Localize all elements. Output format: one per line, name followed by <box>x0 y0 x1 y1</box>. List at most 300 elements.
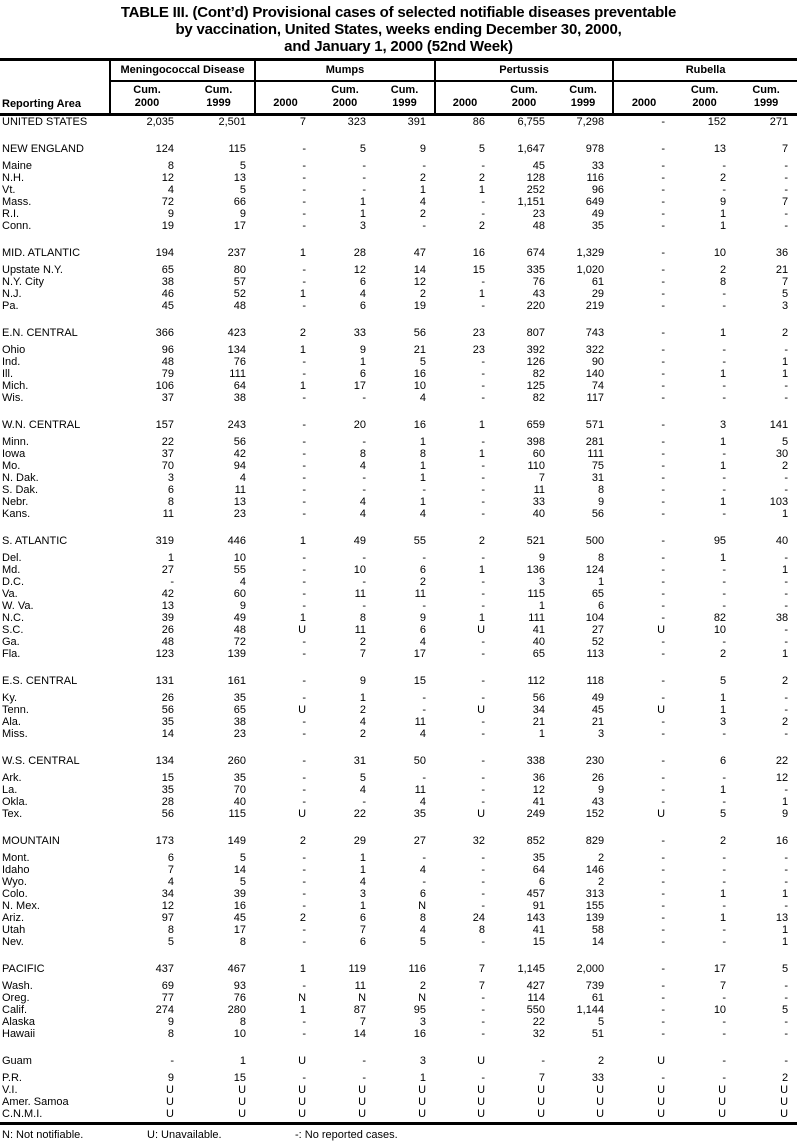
reporting-area-cell: MID. ATLANTIC <box>2 247 81 259</box>
value-cell: U <box>657 1055 666 1067</box>
value-cell: U <box>238 1096 247 1108</box>
table-row <box>0 808 797 820</box>
value-cell: 1 <box>538 600 546 612</box>
table-row <box>0 508 797 520</box>
reporting-area-cell: Pa. <box>2 300 19 312</box>
value-cell: 48 <box>233 300 247 312</box>
value-cell: 72 <box>233 636 247 648</box>
value-cell: 230 <box>585 755 605 767</box>
value-cell: U <box>298 1096 307 1108</box>
value-cell: 1 <box>299 612 307 624</box>
value-cell: 3 <box>359 220 367 232</box>
value-cell: - <box>362 184 367 196</box>
value-cell: N <box>418 992 427 1004</box>
reporting-area-cell: Upstate N.Y. <box>2 264 63 276</box>
reporting-area-cell: R.I. <box>2 208 20 220</box>
value-cell: U <box>418 1096 427 1108</box>
value-cell: 22 <box>161 436 174 448</box>
value-cell: - <box>362 552 367 564</box>
value-cell: - <box>784 380 789 392</box>
value-cell: 65 <box>161 264 174 276</box>
table-row <box>0 1040 797 1072</box>
col-header-men-cum-2000: Cum. 2000 <box>110 81 183 115</box>
value-cell: - <box>302 160 307 172</box>
value-cell: 11 <box>354 624 367 636</box>
value-cell: 5 <box>781 288 789 300</box>
reporting-area-cell: N.J. <box>2 288 22 300</box>
value-cell: 2 <box>781 460 789 472</box>
value-cell: 11 <box>414 588 427 600</box>
reporting-area-cell: Mass. <box>2 196 32 208</box>
table-row <box>0 704 797 716</box>
value-cell: - <box>661 172 666 184</box>
value-cell: 739 <box>585 980 605 992</box>
value-cell: - <box>722 796 727 808</box>
value-cell: 12 <box>413 276 427 288</box>
value-cell: 13 <box>161 600 174 612</box>
value-cell: - <box>481 208 486 220</box>
value-cell: - <box>302 924 307 936</box>
value-cell: - <box>481 876 486 888</box>
value-cell: - <box>481 460 486 472</box>
value-cell: - <box>722 636 727 648</box>
value-cell: 4 <box>359 288 367 300</box>
table-row <box>0 564 797 576</box>
value-cell: - <box>302 772 307 784</box>
value-cell: U <box>657 704 666 716</box>
value-cell: - <box>722 852 727 864</box>
value-cell: 8 <box>167 160 174 172</box>
value-cell: - <box>481 772 486 784</box>
sub-header-row <box>0 81 797 115</box>
table-row <box>0 716 797 728</box>
value-cell: - <box>302 208 307 220</box>
value-cell: - <box>302 936 307 948</box>
value-cell: - <box>661 576 666 588</box>
value-cell: U <box>494 1108 554 1124</box>
value-cell: 8 <box>359 612 367 624</box>
table-row <box>0 448 797 460</box>
value-cell: - <box>481 636 486 648</box>
value-cell: - <box>722 924 727 936</box>
value-cell: - <box>302 419 307 431</box>
value-cell: 56 <box>591 508 605 520</box>
value-cell: U <box>375 1108 435 1124</box>
reporting-area-cell: MOUNTAIN <box>2 835 60 847</box>
reporting-area-cell: Del. <box>2 552 22 564</box>
value-cell: - <box>784 1028 789 1040</box>
value-cell: - <box>481 472 486 484</box>
table-body <box>0 115 797 1124</box>
value-cell: - <box>661 1004 666 1016</box>
value-cell: - <box>302 980 307 992</box>
value-cell: - <box>784 704 789 716</box>
value-cell: - <box>722 864 727 876</box>
value-cell: 1 <box>419 184 427 196</box>
col-header-mumps-cum-2000: Cum. 2000 <box>315 81 375 115</box>
table-row <box>0 864 797 876</box>
value-cell: 87 <box>353 1004 367 1016</box>
value-cell: 35 <box>233 692 247 704</box>
table-row <box>0 820 797 852</box>
value-cell: - <box>481 368 486 380</box>
value-cell: - <box>422 484 427 496</box>
table-row <box>0 728 797 740</box>
value-cell: - <box>481 484 486 496</box>
value-cell: - <box>481 900 486 912</box>
value-cell: - <box>302 876 307 888</box>
reporting-area-cell: La. <box>2 784 18 796</box>
value-cell: 4 <box>419 636 427 648</box>
value-cell: U <box>238 1084 247 1096</box>
col-header-mumps-cum-1999: Cum. 1999 <box>375 81 435 115</box>
value-cell: 1 <box>359 900 367 912</box>
table-row <box>0 404 797 436</box>
footnotes <box>0 1129 797 1141</box>
value-cell: 38 <box>233 716 247 728</box>
value-cell: 21 <box>775 264 789 276</box>
value-cell: - <box>661 288 666 300</box>
value-cell: - <box>722 344 727 356</box>
table-row <box>0 660 797 692</box>
value-cell: 42 <box>233 448 247 460</box>
table-row <box>0 312 797 344</box>
value-cell: 5 <box>359 772 367 784</box>
reporting-area-cell: UNITED STATES <box>2 116 88 128</box>
value-cell: 15 <box>472 264 486 276</box>
value-cell: - <box>784 472 789 484</box>
value-cell: 139 <box>227 648 247 660</box>
value-cell: - <box>362 472 367 484</box>
value-cell: 2 <box>597 1055 605 1067</box>
value-cell: - <box>302 1016 307 1028</box>
value-cell: 5 <box>239 876 247 888</box>
value-cell: 90 <box>591 356 605 368</box>
value-cell: - <box>661 356 666 368</box>
value-cell: - <box>661 535 666 547</box>
value-cell: - <box>481 796 486 808</box>
value-cell: U <box>477 624 486 636</box>
value-cell: 9 <box>538 552 546 564</box>
value-cell: 4 <box>419 728 427 740</box>
value-cell: 1 <box>239 1055 247 1067</box>
value-cell: 104 <box>585 612 605 624</box>
value-cell: - <box>481 755 486 767</box>
value-cell: 280 <box>227 1004 247 1016</box>
value-cell: U <box>298 624 307 636</box>
value-cell: - <box>661 552 666 564</box>
value-cell: - <box>170 1055 174 1067</box>
value-cell: 5 <box>597 1016 605 1028</box>
value-cell: U <box>554 1108 613 1124</box>
value-cell: 743 <box>585 327 605 339</box>
value-cell: - <box>722 356 727 368</box>
value-cell: 220 <box>526 300 546 312</box>
value-cell: - <box>481 576 486 588</box>
value-cell: - <box>784 864 789 876</box>
value-cell: - <box>722 992 727 1004</box>
value-cell: - <box>302 220 307 232</box>
value-cell: - <box>302 484 307 496</box>
table-row <box>0 980 797 992</box>
value-cell: 335 <box>526 264 546 276</box>
value-cell: 1 <box>781 368 789 380</box>
value-cell: 7 <box>359 648 367 660</box>
reporting-area-cell: N. Dak. <box>2 472 39 484</box>
value-cell: - <box>481 648 486 660</box>
value-cell: - <box>722 380 727 392</box>
value-cell: U <box>477 1055 486 1067</box>
reporting-area-cell: Oreg. <box>2 992 30 1004</box>
value-cell: 1 <box>719 692 727 704</box>
value-cell: 1,020 <box>576 264 605 276</box>
value-cell: 11 <box>354 980 367 992</box>
value-cell: - <box>302 508 307 520</box>
value-cell: 75 <box>591 460 605 472</box>
value-cell: - <box>481 675 486 687</box>
table-row <box>0 936 797 948</box>
value-cell: 2 <box>478 220 486 232</box>
reporting-area-cell: Tenn. <box>2 704 29 716</box>
value-cell: 649 <box>585 196 605 208</box>
value-cell: 80 <box>233 264 247 276</box>
value-cell: 40 <box>532 508 546 520</box>
reporting-area-cell: Maine <box>2 160 32 172</box>
value-cell: - <box>661 143 666 155</box>
value-cell: 26 <box>161 692 174 704</box>
value-cell: 7 <box>359 924 367 936</box>
value-cell: 2 <box>478 172 486 184</box>
value-cell: 49 <box>591 208 605 220</box>
value-cell: 38 <box>233 392 247 404</box>
value-cell: 5 <box>239 852 247 864</box>
value-cell: 65 <box>532 648 546 660</box>
value-cell: U <box>477 1084 486 1096</box>
value-cell: 31 <box>353 755 367 767</box>
value-cell: U <box>657 1084 666 1096</box>
value-cell: U <box>477 704 486 716</box>
value-cell: 115 <box>228 808 247 820</box>
value-cell: 1 <box>299 380 307 392</box>
value-cell: - <box>661 612 666 624</box>
value-cell: - <box>661 864 666 876</box>
value-cell: 6 <box>719 755 727 767</box>
value-cell: - <box>481 716 486 728</box>
value-cell: 1 <box>719 912 727 924</box>
value-cell: 9 <box>359 675 367 687</box>
value-cell: 7 <box>299 116 307 128</box>
reporting-area-cell: Okla. <box>2 796 28 808</box>
table-row <box>0 888 797 900</box>
table-row <box>0 772 797 784</box>
value-cell: 1 <box>719 704 727 716</box>
value-cell: - <box>784 588 789 600</box>
reporting-area-cell: E.N. CENTRAL <box>2 327 78 339</box>
value-cell: 391 <box>407 116 427 128</box>
value-cell: - <box>362 160 367 172</box>
value-cell: - <box>722 392 727 404</box>
value-cell: - <box>362 600 367 612</box>
value-cell: 1,151 <box>517 196 546 208</box>
value-cell: 34 <box>161 888 174 900</box>
value-cell: 829 <box>585 835 605 847</box>
reporting-area-cell: Tex. <box>2 808 23 820</box>
value-cell: - <box>481 600 486 612</box>
value-cell: 14 <box>591 936 605 948</box>
title-line-2: by vaccination, United States, weeks ending December 30, 2000, <box>175 21 622 38</box>
value-cell: 8 <box>719 276 727 288</box>
reporting-area-cell: NEW ENGLAND <box>2 143 84 155</box>
value-cell: - <box>302 564 307 576</box>
value-cell: 978 <box>585 143 605 155</box>
reporting-area-cell: Alaska <box>2 1016 36 1028</box>
value-cell: - <box>661 716 666 728</box>
value-cell: 141 <box>769 419 789 431</box>
value-cell: 27 <box>591 624 605 636</box>
value-cell: - <box>784 784 789 796</box>
value-cell: 47 <box>413 247 427 259</box>
value-cell: 9 <box>167 1072 174 1084</box>
value-cell: 119 <box>348 963 367 975</box>
value-cell: 219 <box>585 300 605 312</box>
value-cell: 1 <box>478 564 486 576</box>
reporting-area-cell: Kans. <box>2 508 31 520</box>
reporting-area-cell: Minn. <box>2 436 29 448</box>
col-header-pert-2000: 2000 <box>435 81 494 115</box>
reporting-area-cell: Hawaii <box>2 1028 36 1040</box>
reporting-area-cell: Utah <box>2 924 26 936</box>
value-cell: - <box>784 600 789 612</box>
value-cell: 6 <box>167 852 174 864</box>
value-cell: 57 <box>233 276 247 288</box>
value-cell: 50 <box>413 755 427 767</box>
value-cell: 106 <box>155 380 174 392</box>
value-cell: 11 <box>533 484 546 496</box>
value-cell: 1 <box>781 508 789 520</box>
value-cell: 12 <box>532 784 546 796</box>
value-cell: 1 <box>359 356 367 368</box>
table-row <box>0 220 797 232</box>
value-cell: - <box>481 436 486 448</box>
value-cell: 9 <box>167 208 174 220</box>
col-header-rub-2000: 2000 <box>613 81 674 115</box>
value-cell: - <box>722 588 727 600</box>
value-cell: 2,035 <box>146 116 174 128</box>
value-cell: - <box>481 992 486 1004</box>
value-cell: 5 <box>719 675 727 687</box>
value-cell: 313 <box>585 888 605 900</box>
value-cell: - <box>481 864 486 876</box>
value-cell: 1 <box>478 612 486 624</box>
value-cell: - <box>302 796 307 808</box>
value-cell: U <box>674 1108 735 1124</box>
value-cell: - <box>661 648 666 660</box>
value-cell: 124 <box>155 143 174 155</box>
title-line-1: TABLE III. (Cont’d) Provisional cases of selected notifiable diseases preventable <box>120 4 677 21</box>
value-cell: - <box>661 160 666 172</box>
reporting-area-cell: W.N. CENTRAL <box>2 419 81 431</box>
value-cell: - <box>422 692 427 704</box>
table-header <box>0 60 797 115</box>
value-cell: 95 <box>713 535 727 547</box>
value-cell: - <box>784 160 789 172</box>
table-row <box>0 612 797 624</box>
value-cell: 117 <box>586 392 605 404</box>
table-row <box>0 588 797 600</box>
table-row <box>0 160 797 172</box>
value-cell: 61 <box>591 276 605 288</box>
value-cell: 131 <box>155 675 174 687</box>
value-cell: 128 <box>526 172 546 184</box>
table-row <box>0 852 797 864</box>
table-row <box>0 648 797 660</box>
value-cell: 249 <box>526 808 546 820</box>
value-cell: 423 <box>227 327 247 339</box>
value-cell: - <box>784 636 789 648</box>
table-row <box>0 600 797 612</box>
reporting-area-cell: E.S. CENTRAL <box>2 675 78 687</box>
value-cell: 237 <box>227 247 247 259</box>
value-cell: - <box>302 196 307 208</box>
value-cell: - <box>784 208 789 220</box>
value-cell: 3 <box>719 419 727 431</box>
value-cell: 43 <box>532 288 546 300</box>
value-cell: U <box>166 1084 174 1096</box>
value-cell: 1 <box>167 552 174 564</box>
value-cell: 274 <box>155 1004 174 1016</box>
value-cell: - <box>722 600 727 612</box>
value-cell: U <box>718 1096 727 1108</box>
value-cell: 366 <box>155 327 174 339</box>
value-cell: - <box>722 184 727 196</box>
value-cell: - <box>661 924 666 936</box>
value-cell: 56 <box>161 704 174 716</box>
value-cell: 29 <box>591 288 605 300</box>
value-cell: 16 <box>413 419 427 431</box>
value-cell: 72 <box>161 196 174 208</box>
value-cell: 1 <box>781 796 789 808</box>
value-cell: 32 <box>532 1028 546 1040</box>
value-cell: 22 <box>353 808 367 820</box>
value-cell: 2 <box>359 728 367 740</box>
value-cell: 49 <box>591 692 605 704</box>
value-cell: 41 <box>532 796 546 808</box>
value-cell: 51 <box>591 1028 605 1040</box>
reporting-area-cell: S. Dak. <box>2 484 39 496</box>
value-cell: 4 <box>419 508 427 520</box>
value-cell: 26 <box>161 624 174 636</box>
value-cell: - <box>784 184 789 196</box>
value-cell: 134 <box>155 755 174 767</box>
value-cell: 4 <box>239 472 247 484</box>
value-cell: N <box>358 992 367 1004</box>
value-cell: 2 <box>597 852 605 864</box>
value-cell: 29 <box>353 835 367 847</box>
value-cell: 14 <box>413 264 427 276</box>
value-cell: 9 <box>597 784 605 796</box>
value-cell: 17 <box>353 380 367 392</box>
value-cell: 157 <box>155 419 174 431</box>
value-cell: 4 <box>167 876 174 888</box>
value-cell: 319 <box>155 535 174 547</box>
value-cell: - <box>422 772 427 784</box>
value-cell: 7 <box>781 276 789 288</box>
reporting-area-cell: Colo. <box>2 888 28 900</box>
value-cell: 1 <box>538 728 546 740</box>
reporting-area-cell: Mich. <box>2 380 29 392</box>
value-cell: 2 <box>299 835 307 847</box>
value-cell: 6 <box>419 888 427 900</box>
